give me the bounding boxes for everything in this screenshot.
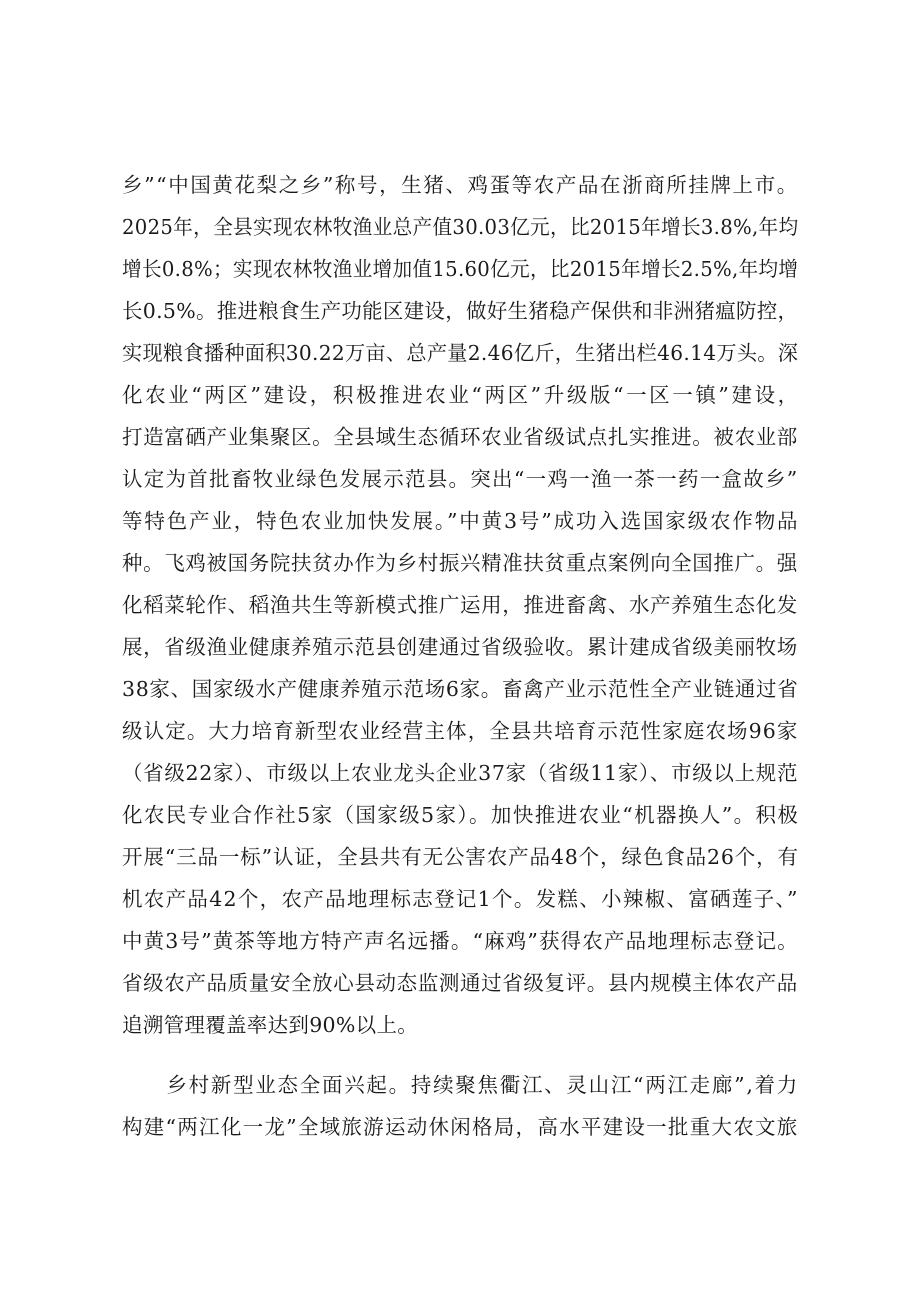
text-line: 化稻菜轮作、稻渔共生等新模式推广运用，推进畜禽、水产养殖生态化发 (122, 593, 798, 617)
text-line: （省级22家）、市级以上农业龙头企业37家（省级11家）、市级以上规范 (122, 761, 799, 785)
text-line: 省级农产品质量安全放心县动态监测通过省级复评。县内规模主体农产品 (122, 971, 798, 995)
text-line: 展，省级渔业健康养殖示范县创建通过省级验收。累计建成省级美丽牧场 (122, 635, 798, 659)
text-line: 级认定。大力培育新型农业经营主体，全县共培育示范性家庭农场96家 (122, 719, 799, 743)
text-line: 认定为首批畜牧业绿色发展示范县。突出“一鸡一渔一茶一药一盒故乡” (122, 467, 799, 491)
text-line: 增长0.8%；实现农林牧渔业增加值15.60亿元，比2015年增长2.5%,年均增 (122, 257, 799, 281)
text-line: 实现粮食播种面积30.22万亩、总产量2.46亿斤，生猪出栏46.14万头。深 (122, 341, 799, 365)
text-line: 打造富硒产业集聚区。全县域生态循环农业省级试点扎实推进。被农业部 (122, 425, 798, 449)
text-line: 化农民专业合作社5家（国家级5家）。加快推进农业“机器换人”。积极 (122, 803, 800, 827)
text-line: 38家、国家级水产健康养殖示范场6家。畜禽产业示范性全产业链通过省 (122, 677, 799, 701)
text-line: 2025年，全县实现农林牧渔业总产值30.03亿元，比2015年增长3.8%,年均 (122, 215, 799, 239)
text-line: 追溯管理覆盖率达到90%以上。 (122, 1013, 419, 1037)
text-line: 乡”“中国黄花梨之乡”称号，生猪、鸡蛋等农产品在浙商所挂牌上市。 (122, 173, 799, 197)
text-line: 乡村新型业态全面兴起。持续聚焦衢江、灵山江“两江走廊”,着力 (122, 1073, 799, 1097)
text-line: 等特色产业，特色农业加快发展。”中黄3号”成功入选国家级农作物品 (122, 509, 800, 533)
text-line: 长0.5%。推进粮食生产功能区建设，做好生猪稳产保供和非洲猪瘟防控， (122, 299, 799, 323)
text-line: 种。飞鸡被国务院扶贫办作为乡村振兴精准扶贫重点案例向全国推广。强 (122, 551, 798, 575)
text-line: 中黄3号”黄茶等地方特产声名远播。“麻鸡”获得农产品地理标志登记。 (122, 929, 799, 953)
text-line: 化农业“两区”建设，积极推进农业“两区”升级版“一区一镇”建设， (122, 383, 801, 407)
text-line: 开展“三品一标”认证，全县共有无公害农产品48个，绿色食品26个，有 (122, 845, 799, 869)
text-line: 构建“两江化一龙”全域旅游运动休闲格局，高水平建设一批重大农文旅 (122, 1115, 799, 1139)
text-line: 机农产品42个，农产品地理标志登记1个。发糕、小辣椒、富硒莲子、” (122, 887, 799, 911)
